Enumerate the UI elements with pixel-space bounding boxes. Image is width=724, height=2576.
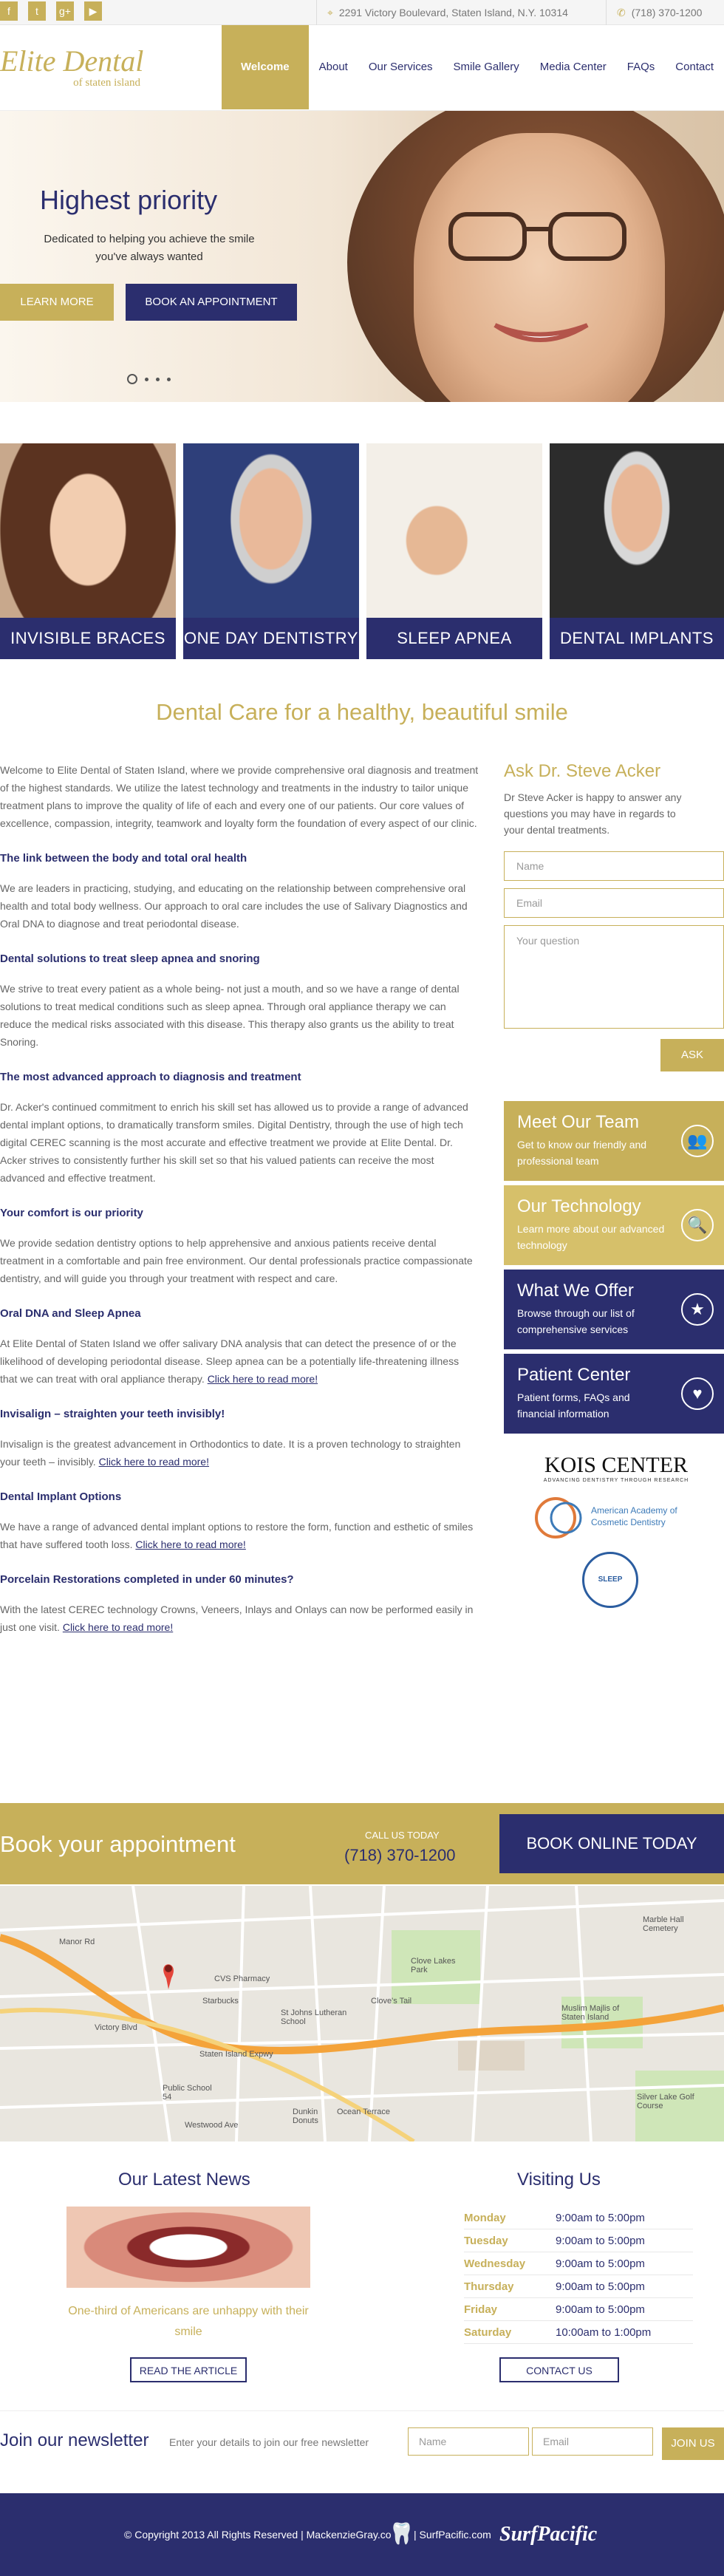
tile-sleep-apnea[interactable] xyxy=(366,443,542,659)
phone[interactable] xyxy=(606,0,724,25)
hours-row xyxy=(464,2252,693,2275)
heading-comfort: Your comfort is our priority xyxy=(0,1207,143,1219)
tile-one-day-dentistry[interactable] xyxy=(183,443,359,659)
address xyxy=(316,0,600,25)
nav-smile-gallery[interactable]: Smile Gallery xyxy=(453,61,519,73)
newsletter-subtitle: Enter your details to join our free newsletter xyxy=(169,2436,369,2448)
hours-time: 9:00am to 5:00pm xyxy=(556,2258,645,2270)
call-label: CALL US TODAY xyxy=(365,1830,440,1841)
kois-sub: ADVANCING DENTISTRY THROUGH RESEARCH xyxy=(543,1478,689,1483)
phone-text: (718) 370-1200 xyxy=(631,7,703,18)
nav-about[interactable]: About xyxy=(318,61,348,73)
googleplus-icon[interactable]: g+ xyxy=(56,1,74,21)
paragraph xyxy=(0,1335,479,1388)
nav-contact[interactable]: Contact xyxy=(675,61,714,73)
hours-time: 9:00am to 5:00pm xyxy=(556,2212,645,2224)
nav-welcome[interactable]: Welcome xyxy=(222,25,309,109)
surfpacific-logo[interactable]: SurfPacific xyxy=(499,2523,598,2546)
map-label: Clove Lakes Park xyxy=(411,1957,456,1974)
tile-caption: SLEEP APNEA xyxy=(366,618,542,659)
hours-list xyxy=(464,2207,693,2344)
slider-dot[interactable] xyxy=(127,374,137,384)
read-more-link[interactable]: Click here to read more! xyxy=(207,1373,318,1385)
map-label: Clove's Tail xyxy=(371,1997,412,2006)
email-field[interactable]: Email xyxy=(504,888,724,918)
star-icon: ★ xyxy=(681,1293,714,1326)
read-more-link[interactable]: Click here to read more! xyxy=(135,1539,246,1550)
heading-oral-dna: Oral DNA and Sleep Apnea xyxy=(0,1307,141,1320)
hours-time: 9:00am to 5:00pm xyxy=(556,2303,645,2316)
card-text: Get to know our friendly and professional team xyxy=(517,1139,647,1167)
map-label: Muslim Majlis of Staten Island xyxy=(561,2004,620,2022)
map-label: Starbucks xyxy=(202,1997,239,2006)
paragraph: Dr. Acker's continued commitment to enrich his skill set has allowed us to provide a range of advanced dental implant options, to dramatically transform smiles. Digital Dentistry, through the use of high tech digital CEREC scanning is the most accurate and effective treatment we provide at Elite Dental. Dr. Acker strives to consistently further his skill set so that his valued patients can receive the most advanced and effective treatment. xyxy=(0,1101,468,1184)
copyright[interactable]: © Copyright 2013 All Rights Reserved | MackenzieGray.co xyxy=(124,2529,392,2541)
hours-time: 9:00am to 5:00pm xyxy=(556,2235,645,2247)
map-block xyxy=(458,2041,525,2071)
heading-implants: Dental Implant Options xyxy=(0,1490,122,1503)
question-field[interactable]: Your question xyxy=(504,925,724,1029)
card-title: What We Offer xyxy=(517,1281,634,1301)
hours-time: 10:00am to 1:00pm xyxy=(556,2326,652,2339)
paragraph xyxy=(0,1601,479,1636)
hours-day: Thursday xyxy=(464,2280,514,2293)
hours-day: Tuesday xyxy=(464,2235,508,2247)
hours-day: Friday xyxy=(464,2303,498,2316)
paragraph-text: At Elite Dental of Staten Island we offer salivary DNA analysis that can detect the presence of or the likelihood of developing periodontal disease. Sleep apnea can be a potentially life-threatening illness that we can treat with oral appliance therapy. xyxy=(0,1338,460,1385)
card-title: Meet Our Team xyxy=(517,1112,639,1132)
slider-dots xyxy=(127,374,171,384)
tile-caption: ONE DAY DENTISTRY xyxy=(183,618,359,659)
logo-tagline: of staten island xyxy=(73,77,140,89)
tooth-search-icon: 🔍 xyxy=(681,1209,714,1241)
aacd-mark-icon xyxy=(533,1496,585,1540)
hero-subtitle: Dedicated to helping you achieve the smile you've always wanted xyxy=(44,233,255,263)
tile-caption: INVISIBLE BRACES xyxy=(0,618,176,659)
newsletter-title: Join our newsletter xyxy=(0,2430,149,2450)
hero-photo-face xyxy=(414,133,665,402)
map-label: Westwood Ave xyxy=(185,2121,239,2130)
learn-more-button[interactable]: LEARN MORE xyxy=(0,284,114,321)
team-icon: 👥 xyxy=(681,1125,714,1157)
tile-caption: DENTAL IMPLANTS xyxy=(550,618,724,659)
news-title: Our Latest News xyxy=(118,2170,250,2190)
main-nav xyxy=(222,25,724,109)
aacd-logo xyxy=(533,1496,711,1540)
hours-day: Saturday xyxy=(464,2326,512,2339)
aadsm-logo: SLEEP xyxy=(582,1552,638,1608)
paragraph: We strive to treat every patient as a whole being- not just a mouth, and so we have a range of dental solutions to treat medical conditions such as sleep apnea. Through oral appliance therapy we can reduce the medical risks associated with this disease. This therapy also grants us the ability to treat Snoring. xyxy=(0,983,460,1048)
hours-time: 9:00am to 5:00pm xyxy=(556,2280,645,2293)
address-text: 2291 Victory Boulevard, Staten Island, N.Y. 10314 xyxy=(338,7,568,18)
call-phone[interactable]: (718) 370-1200 xyxy=(344,1846,456,1864)
book-online-button[interactable]: BOOK ONLINE TODAY xyxy=(499,1814,724,1873)
heading-invisalign: Invisalign – straighten your teeth invisibly! xyxy=(0,1408,225,1420)
contact-us-button[interactable]: CONTACT US xyxy=(499,2357,619,2382)
paragraph xyxy=(0,1518,479,1553)
map-label: CVS Pharmacy xyxy=(214,1974,270,1983)
paragraph-text: Invisalign is the greatest advancement in Orthodontics to date. It is a proven technology to straighten your teeth – invisibly. xyxy=(0,1438,461,1468)
map-label: Public School 54 xyxy=(163,2084,212,2102)
card-what-we-offer[interactable] xyxy=(504,1270,724,1349)
hours-row xyxy=(464,2275,693,2298)
map-label: Marble Hall Cemetery xyxy=(643,1915,684,1933)
paragraph-text: We have a range of advanced dental implant options to restore the form, function and esthetic of smiles that have suffered tooth loss. xyxy=(0,1521,474,1550)
news-and-hours xyxy=(0,2141,724,2403)
join-button[interactable]: JOIN US xyxy=(662,2427,724,2460)
paragraph xyxy=(0,1435,479,1471)
heading-advanced-approach: The most advanced approach to diagnosis and treatment xyxy=(0,1071,301,1083)
book-appointment-button[interactable]: BOOK AN APPOINTMENT xyxy=(126,284,297,321)
name-field[interactable]: Name xyxy=(504,851,724,881)
card-text: Patient forms, FAQs and financial information xyxy=(517,1391,630,1420)
slider-dot[interactable] xyxy=(167,378,171,381)
twitter-icon[interactable]: t xyxy=(28,1,46,21)
map-pin-dot xyxy=(165,1965,172,1972)
paragraph: We are leaders in practicing, studying, and educating on the relationship between comprehensive oral health and total body wellness. Our approach to oral care includes the use of Salivary Diagnostics and Oral DNA to diagnose and treat periodontal disease. xyxy=(0,882,468,930)
youtube-icon[interactable]: ▶ xyxy=(84,1,102,21)
kois-name: KOIS CENTER xyxy=(544,1453,689,1477)
card-title: Our Technology xyxy=(517,1196,641,1216)
location-pin-icon: ⌖ xyxy=(327,7,333,18)
heading-sleep-apnea: Dental solutions to treat sleep apnea and snoring xyxy=(0,953,260,965)
card-text: Browse through our list of comprehensive services xyxy=(517,1307,635,1335)
main-content xyxy=(0,761,479,1636)
map-label: Ocean Terrace xyxy=(337,2108,390,2116)
book-appointment-bar xyxy=(0,1803,724,1884)
nav-faqs[interactable]: FAQs xyxy=(626,61,655,73)
map-label: Dunkin Donuts xyxy=(293,2108,318,2125)
card-our-technology[interactable] xyxy=(504,1185,724,1265)
news-image[interactable] xyxy=(66,2207,310,2288)
paragraph: We provide sedation dentistry options to help apprehensive and anxious patients receive dental treatment in a comfortable and pain free environment. Our dental professionals practice compassionate dentistry, and will guide you through your treatment with respect and care. xyxy=(0,1237,473,1284)
card-meet-our-team[interactable] xyxy=(504,1101,724,1181)
ask-intro: Dr Steve Acker is happy to answer any questions you may have in regards to your dental treatments. xyxy=(504,791,682,836)
hours-row xyxy=(464,2229,693,2252)
map-label: St Johns Lutheran School xyxy=(281,2008,347,2026)
intro-text: Welcome to Elite Dental of Staten Island, where we provide comprehensive oral diagnosis and treatment of the highest standards. We utilize the latest technology and treatments in the industry to tailor unique treatment plans to improve the quality of life of each and every one of our patients. Our core values of excellence, compassion, integrity, teamwork and loyalty form the foundation of every aspect of our clinic. xyxy=(0,764,479,829)
sidebar xyxy=(504,761,724,1584)
footer xyxy=(0,2493,724,2576)
top-bar xyxy=(0,0,724,25)
newsletter-name-field[interactable]: Name xyxy=(408,2427,529,2456)
kois-center-logo xyxy=(527,1453,705,1483)
slider-dot[interactable] xyxy=(145,378,148,381)
hours-row xyxy=(464,2321,693,2344)
surfpacific-link[interactable]: | SurfPacific.com xyxy=(414,2529,491,2541)
hours-row xyxy=(464,2207,693,2229)
hero-title: Highest priority xyxy=(40,185,218,215)
map-label: Manor Rd xyxy=(59,1938,95,1946)
card-text: Learn more about our advanced technology xyxy=(517,1223,665,1251)
tooth-logo-icon: 🦷 xyxy=(389,2522,414,2545)
book-title: Book your appointment xyxy=(0,1831,236,1857)
hero-slider xyxy=(0,111,724,402)
glasses-graphic xyxy=(414,133,665,402)
tile-invisible-braces[interactable] xyxy=(0,443,176,659)
map-label: Silver Lake Golf Course xyxy=(637,2093,694,2110)
hours-day: Monday xyxy=(464,2212,506,2224)
logo[interactable] xyxy=(0,46,148,89)
read-article-button[interactable]: READ THE ARTICLE xyxy=(130,2357,247,2382)
tile-dental-implants[interactable] xyxy=(550,443,724,659)
map[interactable] xyxy=(0,1886,724,2141)
phone-icon: ✆ xyxy=(617,7,626,18)
map-label: Victory Blvd xyxy=(95,2023,137,2032)
logo-name: Elite Dental xyxy=(0,44,144,78)
heading-porcelain: Porcelain Restorations completed in under 60 minutes? xyxy=(0,1573,294,1586)
facebook-icon[interactable]: f xyxy=(0,1,18,21)
visiting-title: Visiting Us xyxy=(517,2170,601,2190)
heart-plus-icon: ♥ xyxy=(681,1377,714,1410)
service-tiles xyxy=(0,443,724,659)
card-title: Patient Center xyxy=(517,1365,631,1385)
hours-day: Wednesday xyxy=(464,2258,526,2270)
newsletter-email-field[interactable]: Email xyxy=(532,2427,653,2456)
ask-button[interactable]: ASK xyxy=(660,1039,724,1071)
map-label: Staten Island Expwy xyxy=(199,2050,273,2059)
nav-our-services[interactable]: Our Services xyxy=(368,61,433,73)
section-title: Dental Care for a healthy, beautiful smile xyxy=(156,699,568,725)
read-more-link[interactable]: Click here to read more! xyxy=(62,1621,174,1633)
heading-oral-health: The link between the body and total oral health xyxy=(0,852,247,865)
news-caption[interactable]: One-third of Americans are unhappy with their smile xyxy=(68,2305,309,2338)
slider-dot[interactable] xyxy=(156,378,160,381)
newsletter xyxy=(0,2410,724,2476)
card-patient-center[interactable] xyxy=(504,1354,724,1434)
hours-row xyxy=(464,2298,693,2321)
nav-media-center[interactable]: Media Center xyxy=(539,61,607,73)
aacd-name: American Academy of Cosmetic Dentistry xyxy=(591,1505,677,1527)
paragraph-text: With the latest CEREC technology Crowns, Veneers, Inlays and Onlays can now be performed easily in just one visit. xyxy=(0,1604,474,1633)
read-more-link[interactable]: Click here to read more! xyxy=(98,1456,209,1468)
ask-title: Ask Dr. Steve Acker xyxy=(504,761,661,781)
